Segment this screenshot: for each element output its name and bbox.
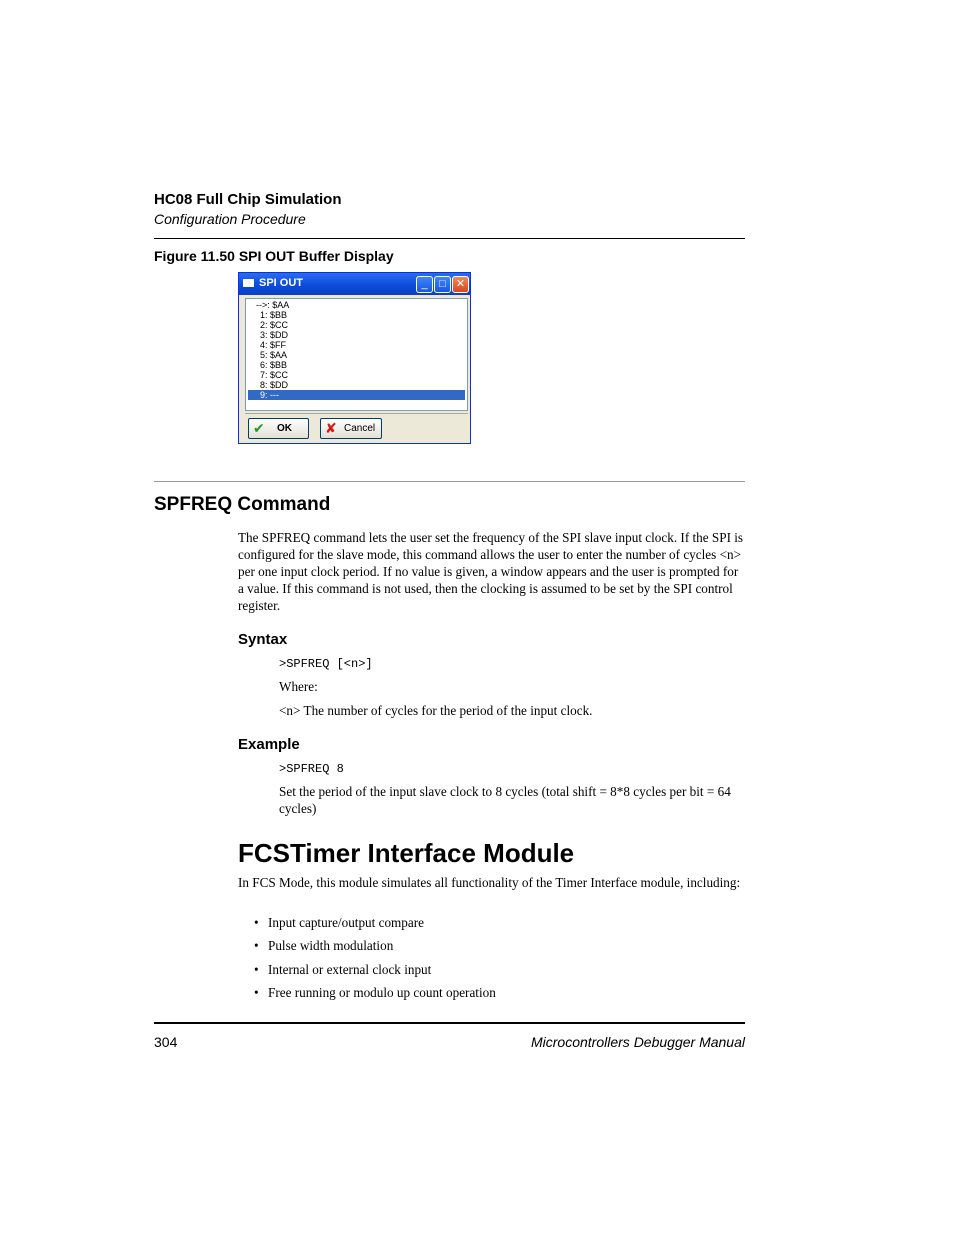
running-header-subtitle: Configuration Procedure [154,211,306,227]
list-item[interactable]: 6: $BB [260,360,288,370]
where-label: Where: [279,679,318,694]
manual-title: Microcontrollers Debugger Manual [531,1034,745,1050]
list-item-selected[interactable]: 9: --- [248,390,465,400]
ok-button[interactable] [248,418,309,439]
bullet-icon: • [254,915,259,930]
section-heading: SPFREQ Command [154,494,331,515]
running-header-title: HC08 Full Chip Simulation [154,191,342,208]
x-mark-icon: ✘ [325,420,337,436]
parameter-description: <n> The number of cycles for the period of the input clock. [279,703,593,718]
page-number: 304 [154,1034,178,1050]
bullet-text: Internal or external clock input [268,962,432,977]
section-rule [154,481,745,482]
minimize-icon[interactable]: _ [416,276,433,293]
window-icon [243,279,254,287]
maximize-icon[interactable]: □ [434,276,451,293]
figure-caption: Figure 11.50 SPI OUT Buffer Display [154,248,394,264]
example-description: Set the period of the input slave clock to 8 cycles (total shift = 8*8 cycles per bit = 64 cycles) [279,784,731,816]
bullet-text: Free running or modulo up count operation [268,985,496,1000]
list-item[interactable]: 5: $AA [260,350,288,360]
example-code: >SPFREQ 8 [279,762,344,776]
list-item[interactable]: 2: $CC [260,320,289,330]
list-item[interactable]: -->: $AA [256,300,290,310]
bullet-text: Input capture/output compare [268,915,424,930]
list-item[interactable]: 1: $BB [260,310,288,320]
bullet-icon: • [254,938,259,953]
bullet-icon: • [254,962,259,977]
list-item[interactable]: 7: $CC [260,370,289,380]
section-paragraph: The SPFREQ command lets the user set the frequency of the SPI slave input clock. If the SPI is configured for the slave mode, this command allows the user to enter the number of cycles <n> per one input clock period. If no value is given, a window appears and the user is prompted for a value. If this command is not used, then the clocking is assumed to be set by the SPI control register. [238,530,744,613]
cancel-button-label: Cancel [344,423,376,434]
module-heading: FCSTimer Interface Module [238,838,575,868]
header-rule [154,238,745,239]
close-icon[interactable]: ✕ [452,276,469,293]
list-item[interactable]: 4: $FF [260,340,287,350]
cancel-button[interactable] [320,418,382,439]
bullet-icon: • [254,985,259,1000]
syntax-heading: Syntax [238,631,288,648]
ok-button-label: OK [277,423,292,434]
module-paragraph: In FCS Mode, this module simulates all functionality of the Timer Interface module, including: [238,875,741,890]
spi-out-dialog [238,272,471,444]
dialog-titlebar[interactable] [239,273,470,295]
list-item[interactable]: 8: $DD [260,380,289,390]
dialog-title: SPI OUT [259,277,304,289]
checkmark-icon: ✔ [253,420,265,436]
dialog-button-bar [245,413,468,442]
list-item[interactable]: 3: $DD [260,330,289,340]
footer-rule [154,1022,745,1024]
bullet-text: Pulse width modulation [268,938,394,953]
example-heading: Example [238,736,300,753]
syntax-code: >SPFREQ [<n>] [279,657,373,671]
spi-buffer-listbox[interactable] [245,298,468,411]
